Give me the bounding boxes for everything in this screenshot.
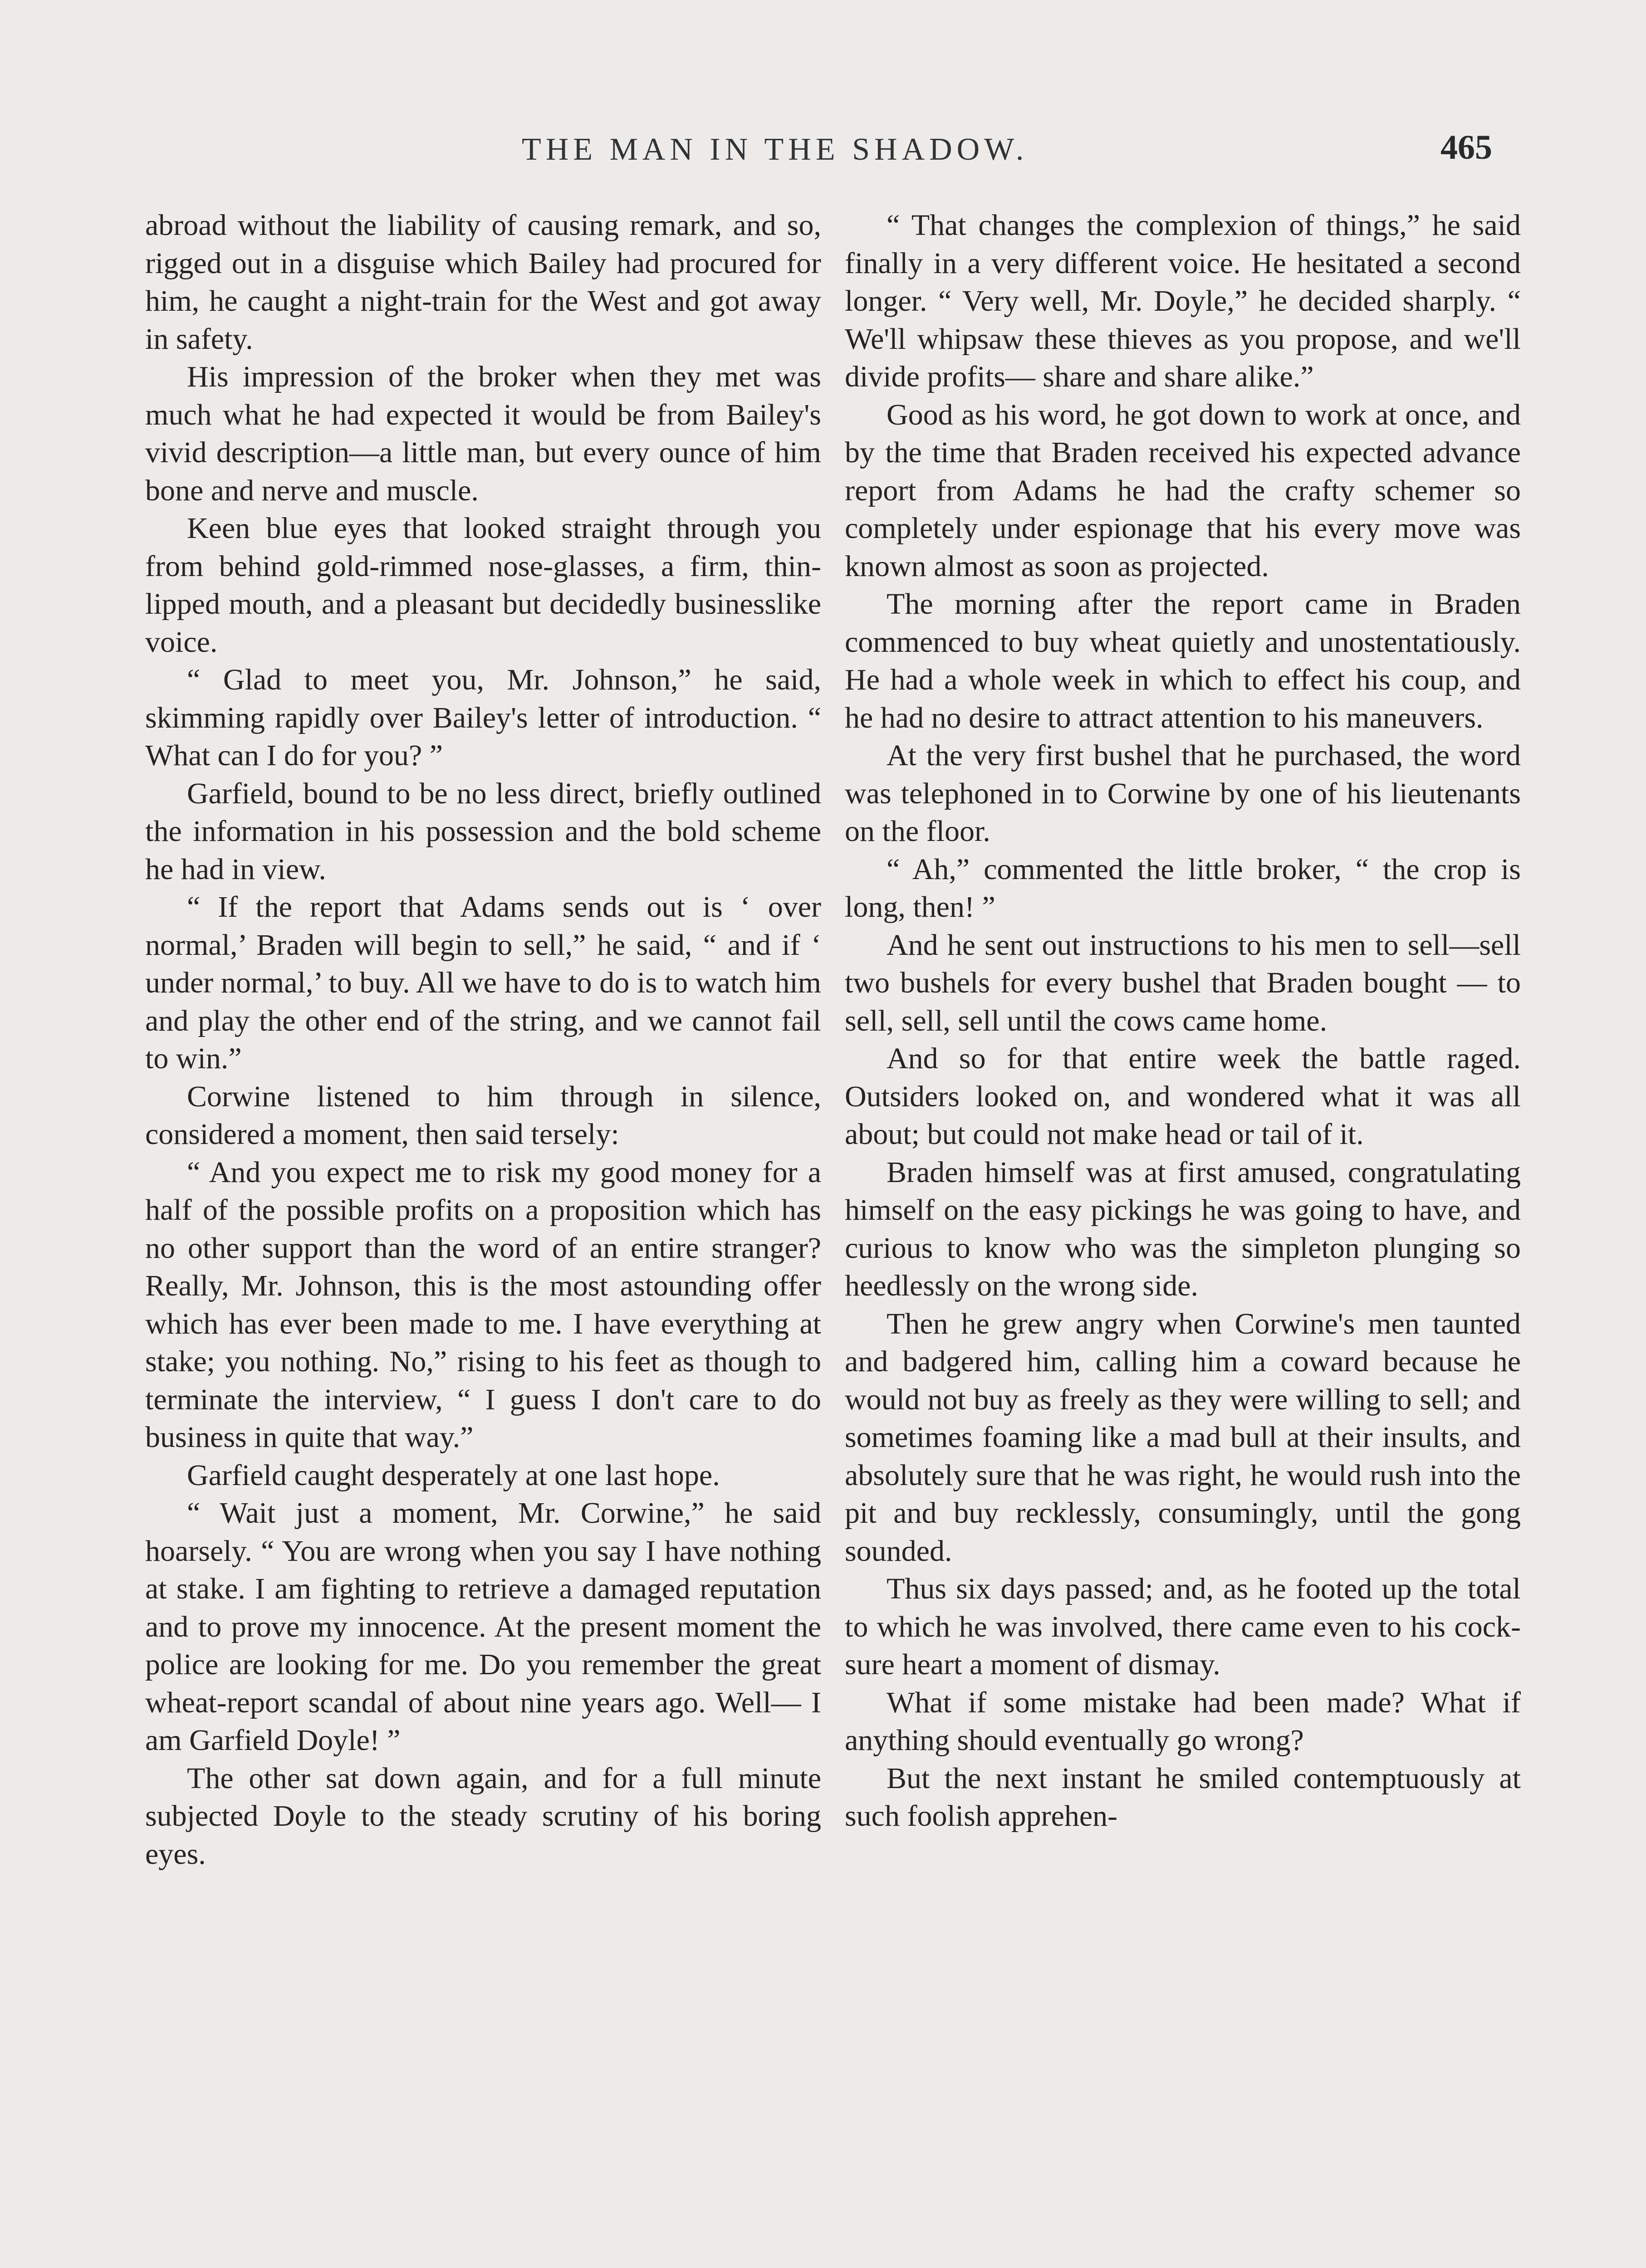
paragraph: The morning after the report came in Braden commenced to buy wheat quietly and unostentatiously. He had a whole week in which to effect his coup, and he had no desire to attract attention to his maneuvers. xyxy=(845,587,1521,734)
right-column xyxy=(845,206,1521,1835)
paragraph: At the very first bushel that he purchased, the word was telephoned in to Corwine by one of his lieutenants on the floor. xyxy=(845,739,1521,848)
paragraph: And he sent out instructions to his men to sell—sell two bushels for every bushel that Braden bought — to sell, sell, sell until the cows came home. xyxy=(845,928,1521,1037)
paragraph: “ If the report that Adams sends out is ‘ over normal,’ Braden will begin to sell,” he said, “ and if ‘ under normal,’ to buy. All we have to do is to watch him and play the other end of the string, and we cannot fail to win.” xyxy=(145,890,821,1075)
paragraph: abroad without the liability of causing remark, and so, rigged out in a disguise which Bailey had procured for him, he caught a night-train for the West and got away in safety. xyxy=(145,209,821,356)
paragraph: Braden himself was at first amused, congratulating himself on the easy pickings he was going to have, and curious to know who was the simpleton plunging so heedlessly on the wrong side. xyxy=(845,1155,1521,1302)
paragraph: His impression of the broker when they met was much what he had expected it would be from Bailey's vivid description—a little man, but every ounce of him bone and nerve and muscle. xyxy=(145,360,821,507)
paragraph: “ That changes the complexion of things,” he said finally in a very different voice. He hesitated a second longer. “ Very well, Mr. Doyle,” he decided sharply. “ We'll whipsaw these thieves as you propose, and we'll divide profits— share and share alike.” xyxy=(845,209,1521,393)
paragraph: Garfield, bound to be no less direct, briefly outlined the information in his possession and the bold scheme he had in view. xyxy=(145,777,821,886)
paragraph: Then he grew angry when Corwine's men taunted and badgered him, calling him a coward because he would not buy as freely as they were willing to sell; and sometimes foaming like a mad bull at their insults, and absolutely sure that he was right, he would rush into the pit and buy recklessly, consumingly, until the gong sounded. xyxy=(845,1307,1521,1568)
paragraph: The other sat down again, and for a full minute subjected Doyle to the steady scrutiny of his boring eyes. xyxy=(145,1761,821,1871)
paragraph: “ And you expect me to risk my good money for a half of the possible profits on a proposition which has no other support than the word of an entire stranger? Really, Mr. Johnson, this is the most astounding offer which has ever been made to me. I have everything at stake; you nothing. No,” rising to his feet as though to terminate the interview, “ I guess I don't care to do business in quite that way.” xyxy=(145,1155,821,1454)
paragraph: Garfield caught desperately at one last hope. xyxy=(187,1458,720,1492)
paragraph: And so for that entire week the battle raged. Outsiders looked on, and wondered what it was all about; but could not make head or tail of it. xyxy=(845,1042,1521,1151)
paragraph: Thus six days passed; and, as he footed up the total to which he was involved, there came even to his cock-sure heart a moment of dismay. xyxy=(845,1572,1521,1681)
paragraph: Good as his word, he got down to work at once, and by the time that Braden received his expected advance report from Adams he had the crafty schemer so completely under espionage that his every move was known almost as soon as projected. xyxy=(845,398,1521,583)
paragraph: Keen blue eyes that looked straight through you from behind gold-rimmed nose-glasses, a firm, thin-lipped mouth, and a pleasant but decidedly businesslike voice. xyxy=(145,512,821,659)
paragraph: What if some mistake had been made? What if anything should eventually go wrong? xyxy=(845,1686,1521,1757)
paragraph: “ Glad to meet you, Mr. Johnson,” he said, skimming rapidly over Bailey's letter of introduction. “ What can I do for you? ” xyxy=(145,663,821,772)
running-title: THE MAN IN THE SHADOW. xyxy=(522,132,1029,167)
paragraph: “ Wait just a moment, Mr. Corwine,” he said hoarsely. “ You are wrong when you say I have nothing at stake. I am fighting to retrieve a damaged reputation and to prove my innocence. At the present moment the police are looking for me. Do you remember the great wheat-report scandal of about nine years ago. Well— I am Garfield Doyle! ” xyxy=(145,1496,821,1757)
page-header xyxy=(0,128,1646,181)
paragraph: “ Ah,” commented the little broker, “ the crop is long, then! ” xyxy=(845,852,1521,924)
page-number: 465 xyxy=(1440,128,1492,166)
paragraph: But the next instant he smiled contemptuously at such foolish apprehen- xyxy=(845,1761,1521,1833)
paragraph: Corwine listened to him through in silence, considered a moment, then said tersely: xyxy=(145,1080,821,1151)
left-column xyxy=(145,206,821,1873)
